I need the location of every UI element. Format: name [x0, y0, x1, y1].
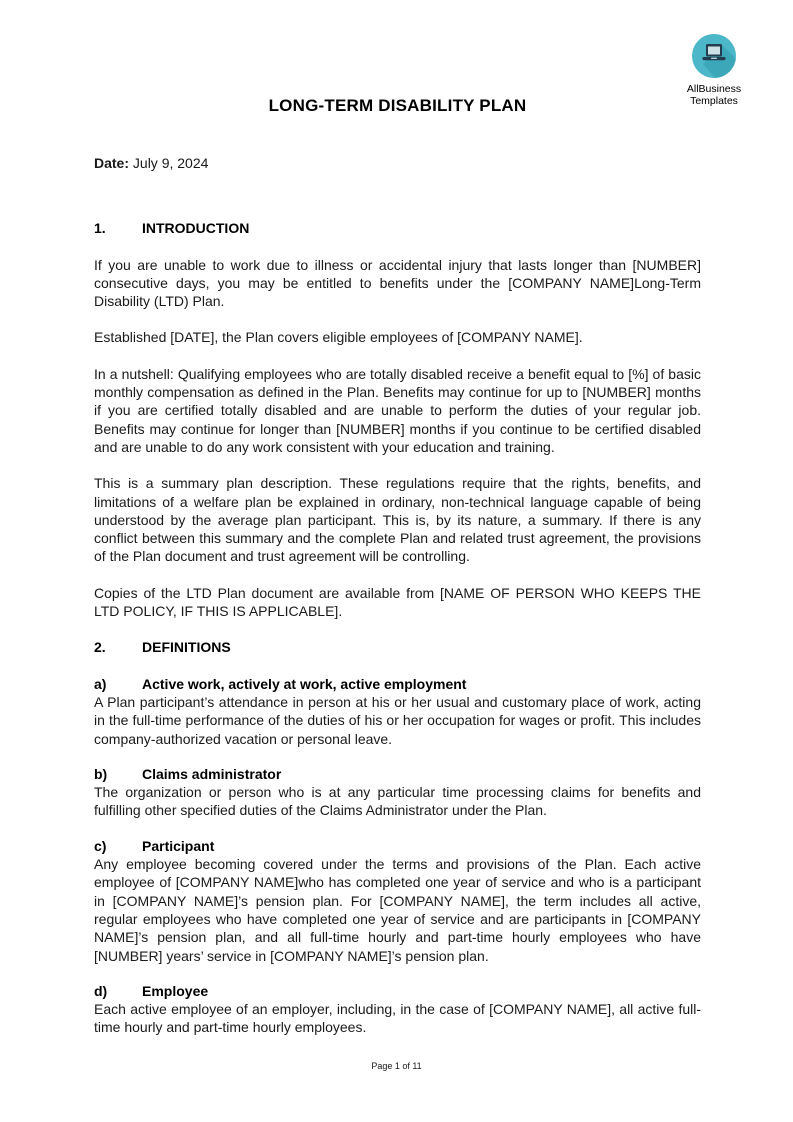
- definition-body: Any employee becoming covered under the terms and provisions of the Plan. Each active employee of [COMPANY NAME]who has completed one year of service and who is a participant in [COMPANY NAME]’s pension plan. For [COMPANY NAME], the term includes all active, regular employees who have completed one year of service and are participants in [COMPANY NAME]’s pension plan, and all full-time hourly and part-time hourly employees who have [NUMBER] years’ service in [COMPANY NAME]’s pension plan.: [94, 856, 701, 964]
- document-title: LONG-TERM DISABILITY PLAN: [268, 96, 527, 115]
- definition-term: [94, 765, 701, 783]
- brand-name-line1: AllBusiness: [686, 83, 742, 95]
- definition-title: Employee: [142, 982, 209, 999]
- definition-letter: b): [94, 765, 108, 782]
- definition-term: [94, 675, 701, 693]
- definition-letter: a): [94, 675, 107, 692]
- section-title: INTRODUCTION: [142, 220, 250, 237]
- definition-title: Participant: [142, 837, 215, 854]
- date-line: [94, 154, 701, 172]
- definition-body: A Plan participant’s attendance in person at his or her usual and customary place of work, acting in the full-time performance of the duties of his or her occupation for wages or profit. This includes company-authorized vacation or personal leave.: [94, 693, 701, 747]
- definition-body: Each active employee of an employer, including, in the case of [COMPANY NAME], all active full-time hourly and part-time hourly employees.: [94, 1001, 701, 1036]
- document-body: [94, 0, 701, 1054]
- page-number-footer: Page 1 of 11: [371, 1061, 422, 1071]
- paragraph: In a nutshell: Qualifying employees who are totally disabled receive a benefit equal to [%] of basic monthly compensation as defined in the Plan. Benefits may continue for up to [NUMBER] months if you are certified totally disabled and are unable to perform the duties of your regular job. Benefits may continue for longer than [NUMBER] months if you continue to be certified disabled and are unable to do any work consistent with your education and training.: [94, 365, 701, 455]
- paragraph: This is a summary plan description. These regulations require that the rights, benefits, and limitations of a welfare plan be explained in ordinary, non-technical language capable of being understood by the average plan participant. This is, by its nature, a summary. If there is any conflict between this summary and the complete Plan and related trust agreement, the provisions of the Plan document and trust agreement will be controlling.: [94, 475, 701, 565]
- section-number: 2.: [94, 639, 106, 656]
- paragraph: Established [DATE], the Plan covers eligible employees of [COMPANY NAME].: [94, 329, 583, 346]
- definition-body: The organization or person who is at any particular time processing claims for benefits and fulfilling other specified duties of the Claims Administrator under the Plan.: [94, 784, 701, 819]
- section-heading-definitions: [94, 638, 701, 656]
- section-number: 1.: [94, 220, 106, 237]
- paragraph: Copies of the LTD Plan document are available from [NAME OF PERSON WHO KEEPS THE LTD POLICY, IF THIS IS APPLICABLE].: [94, 584, 701, 620]
- definition-term: [94, 837, 701, 855]
- definition-letter: d): [94, 982, 108, 999]
- section-heading-introduction: [94, 219, 701, 237]
- definition-letter: c): [94, 837, 107, 854]
- paragraph: If you are unable to work due to illness or accidental injury that lasts longer than [NUMBER] consecutive days, you may be entitled to benefits under the [COMPANY NAME]Long-Term Disability (LTD) Plan.: [94, 256, 701, 310]
- date-value: July 9, 2024: [132, 155, 209, 171]
- definition-term: [94, 982, 701, 1000]
- date-label: Date:: [94, 155, 130, 171]
- definition-title: Claims administrator: [142, 765, 282, 782]
- brand-name-line2: Templates: [690, 94, 738, 107]
- definition-title: Active work, actively at work, active employment: [142, 675, 467, 692]
- section-title: DEFINITIONS: [142, 639, 231, 656]
